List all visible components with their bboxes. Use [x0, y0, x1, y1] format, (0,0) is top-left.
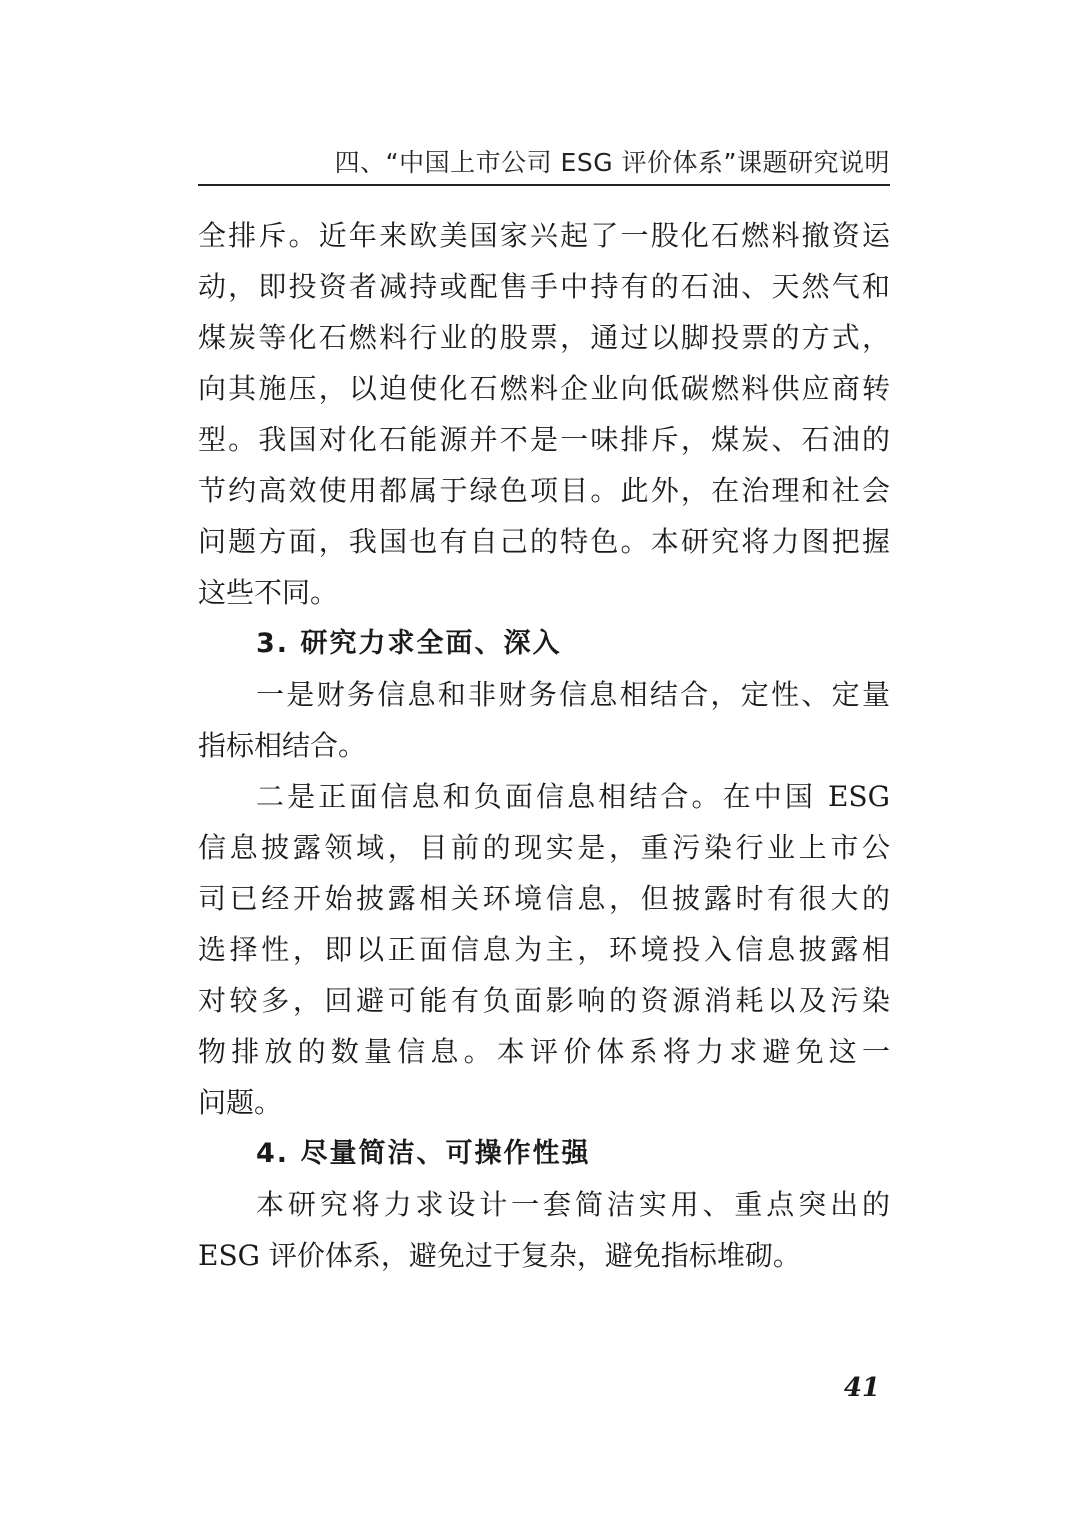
text-line: 全排斥。近年来欧美国家兴起了一股化石燃料撤资运 [198, 219, 890, 252]
text-line: 动，即投资者减持或配售手中持有的石油、天然气和 [198, 270, 890, 303]
body-text [198, 210, 890, 1281]
text-line: 型。我国对化石能源并不是一味排斥，煤炭、石油的 [198, 423, 890, 456]
text-line: 节约高效使用都属于绿色项目。此外，在治理和社会 [198, 474, 890, 507]
text-line: 二是正面信息和负面信息相结合。在中国 ESG [256, 780, 890, 813]
text-line: 对较多，回避可能有负面影响的资源消耗以及污染 [198, 984, 890, 1017]
text-line: 指标相结合。 [198, 729, 367, 762]
text-line: 向其施压，以迫使化石燃料企业向低碳燃料供应商转 [198, 372, 890, 405]
text-line: 这些不同。 [198, 576, 339, 609]
section-heading: 3. 研究力求全面、深入 [256, 628, 562, 659]
text-line: 司已经开始披露相关环境信息，但披露时有很大的 [198, 882, 890, 915]
text-line: 本研究将力求设计一套简洁实用、重点突出的 [256, 1188, 890, 1221]
text-line: 选择性，即以正面信息为主，环境投入信息披露相 [198, 933, 890, 966]
paragraph [198, 669, 890, 771]
page-number: 41 [843, 1373, 880, 1403]
running-header: 四、“中国上市公司 ESG 评价体系”课题研究说明 [334, 148, 890, 177]
text-line: 一是财务信息和非财务信息相结合，定性、定量 [256, 678, 890, 711]
text-line: ESG 评价体系，避免过于复杂，避免指标堆砌。 [198, 1239, 801, 1272]
text-line: 物排放的数量信息。本评价体系将力求避免这一 [198, 1035, 890, 1068]
text-line: 问题方面，我国也有自己的特色。本研究将力图把握 [198, 525, 890, 558]
text-line: 信息披露领域，目前的现实是，重污染行业上市公 [198, 831, 890, 864]
text-line: 问题。 [198, 1086, 283, 1119]
text-line: 煤炭等化石燃料行业的股票，通过以脚投票的方式， [198, 321, 890, 354]
header-rule [198, 184, 890, 186]
paragraph [198, 210, 890, 618]
paragraph [198, 771, 890, 1128]
paragraph [198, 1179, 890, 1281]
section-heading: 4. 尽量简洁、可操作性强 [256, 1138, 591, 1169]
